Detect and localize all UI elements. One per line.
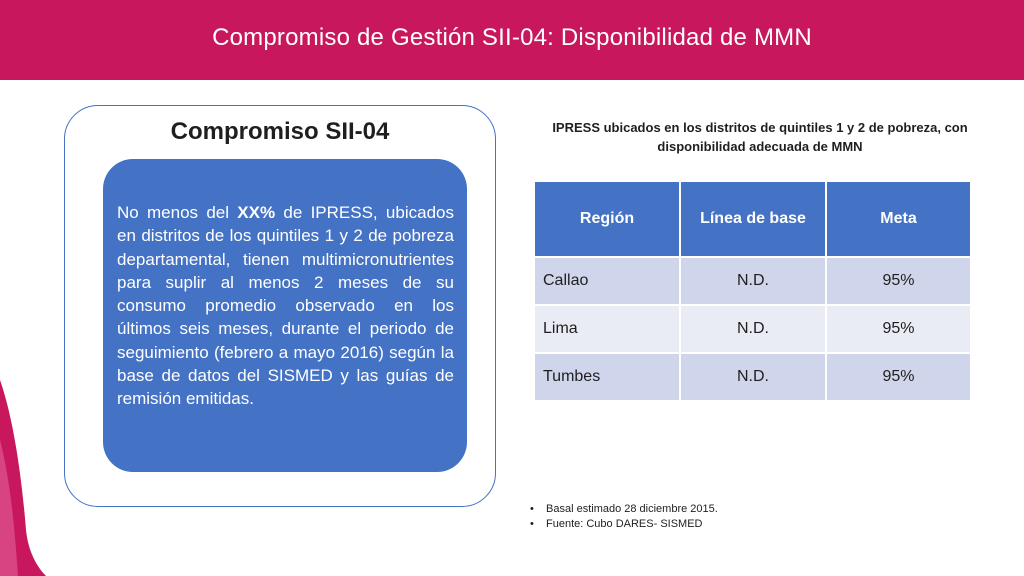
cell-region: Tumbes <box>534 353 680 401</box>
cell-baseline: N.D. <box>680 353 826 401</box>
decorative-curve <box>0 380 60 576</box>
cell-baseline: N.D. <box>680 305 826 353</box>
header-baseline: Línea de base <box>680 181 826 257</box>
slide-title: Compromiso de Gestión SII-04: Disponibilidad de MMN <box>212 24 812 51</box>
commitment-description: No menos del XX% de IPRESS, ubicados en distritos de los quintiles 1 y 2 de pobreza departamental, tienen multimicronutrientes para suplir al menos 2 meses de su consumo promedio observado en los últimos seis meses, durante el periodo de seguimiento (febrero a mayo 2016) según la base de datos del SISMED y las guías de remisión emitidas. <box>117 203 454 409</box>
table-row <box>534 353 971 401</box>
cell-meta: 95% <box>826 305 971 353</box>
header-region: Región <box>534 181 680 257</box>
cell-region: Callao <box>534 257 680 305</box>
header-meta: Meta <box>826 181 971 257</box>
table-row <box>534 257 971 305</box>
table-row <box>534 305 971 353</box>
commitment-title: Compromiso SII-04 <box>170 118 390 145</box>
footnote-source: • Fuente: Cubo DARES- SISMED <box>528 517 948 532</box>
footnotes <box>528 502 948 532</box>
target-percentage: XX% <box>237 203 276 222</box>
cell-baseline: N.D. <box>680 257 826 305</box>
slide-header <box>0 0 1024 80</box>
regions-table <box>533 180 972 402</box>
commitment-description-box <box>103 159 467 472</box>
footnote-baseline: • Basal estimado 28 diciembre 2015. <box>528 502 948 517</box>
table-title: IPRESS ubicados en los distritos de quintiles 1 y 2 de pobreza, con disponibilidad adecuada de MMN <box>552 120 968 154</box>
cell-meta: 95% <box>826 353 971 401</box>
table-header-row <box>534 181 971 257</box>
cell-meta: 95% <box>826 257 971 305</box>
cell-region: Lima <box>534 305 680 353</box>
